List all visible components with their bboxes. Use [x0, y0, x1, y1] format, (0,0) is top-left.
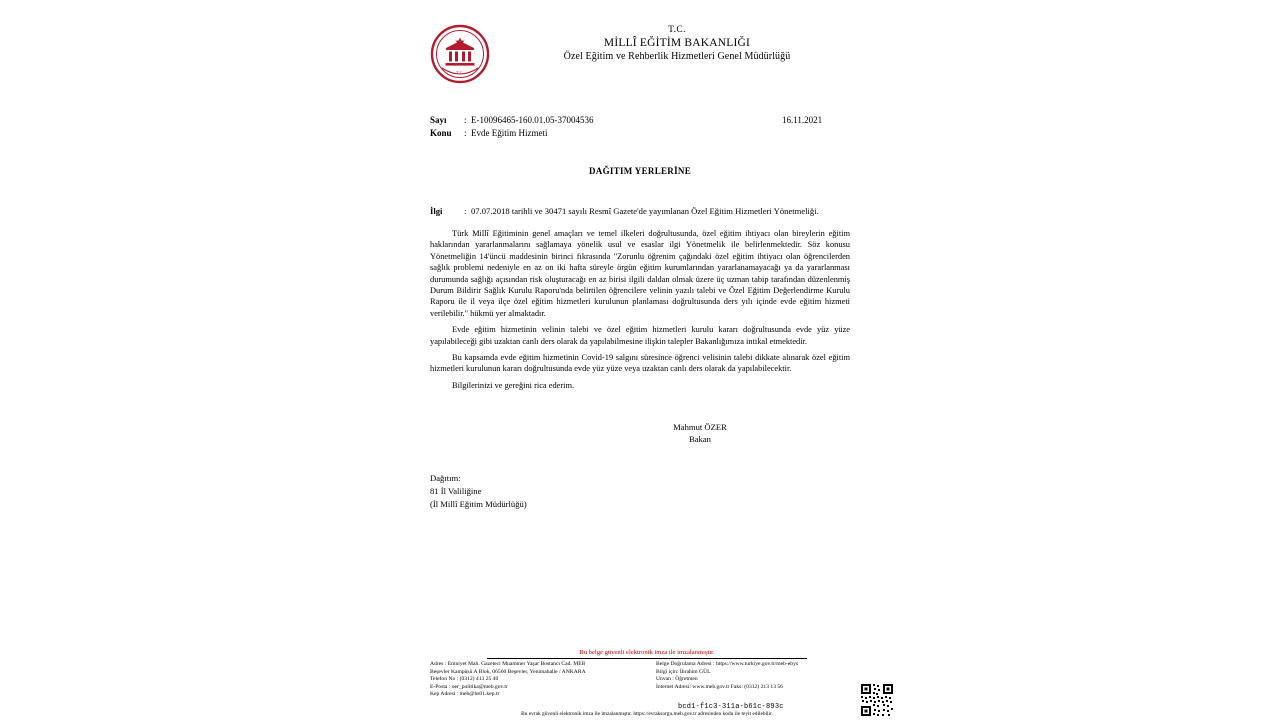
footer-hash-suffix: kodu ile teyit edilebilir.	[722, 711, 773, 717]
header-line-ministry: MİLLÎ EĞİTİM BAKANLIĞI	[603, 37, 751, 49]
ministry-header-text	[502, 24, 852, 63]
footer-verification-column	[656, 661, 841, 691]
document-page	[416, 0, 864, 720]
meta-row-konu	[430, 127, 850, 140]
body-paragraph-1: Türk Millî Eğitiminin genel amaçları ve temel ilkeleri doğrultusunda, özel eğitim ihtiyacı olan bireylerin eğitim haklarından yararlanmalarını sağlamaya yönelik usul ve esaslar ilgi Yönetmelik ile belirlenmektedir. Söz konusu Yönetmeliğin 14'üncü maddesinin birinci fıkrasında "Zorunlu öğrenim çağındaki özel eğitim ihtiyacı olan öğrencilerden sağlık problemi nedeniyle en az on iki hafta süreyle örgün eğitim kurumlarından yararlanamayacağı ya da yararlanması durumunda sağlığı açısından risk oluşturacağı en az birisi ilgili daldan olmak üzere üç uzman tabip tarafından düzenlenmiş Durum Bildirir Sağlık Kurulu Raporu'nda belirtilen öğrencilere velinin yazılı talebi ve Özel Eğitim Değerlendirme Kurulu Raporu ile il veya ilçe özel eğitim hizmetleri kurulunun planlaması doğrultusunda ders yılı içinde evde eğitim hizmeti verilebilir." hükmü yer almaktadır.	[430, 229, 850, 318]
distribution-item-1: 81 İl Valiliğine	[430, 486, 482, 496]
document-header	[416, 0, 864, 92]
footer-contact-column	[430, 661, 645, 699]
sayi-separator: :	[464, 115, 467, 125]
signatory-name: Mahmut ÖZER	[673, 422, 727, 432]
distribution-list	[430, 472, 527, 511]
electronic-signature-note: Bu belge güvenli elektronik imza ile imzalanmıştır.	[579, 649, 715, 656]
document-verification-code: bcd1-f1c3-311a-b61c-893c	[678, 703, 784, 711]
distribution-title: DAĞITIM YERLERİNE	[588, 166, 692, 176]
footer-verification-address: Belge Doğrulama Adresi : https://www.turkiye.gov.tr/meb-ebys	[656, 661, 799, 667]
meta-row-sayi	[430, 114, 850, 127]
footer-address-line-2: Beşevler Kampüsü A Blok, 06560 Beşevler, Yenimahalle / ANKARA	[430, 668, 586, 675]
konu-value: Evde Eğitim Hizmeti	[471, 128, 548, 138]
body-paragraph-2: Evde eğitim hizmetinin velinin talebi ve özel eğitim hizmetleri kurulu kararı doğrultusunda evde yüz yüze yapılabileceği gibi uzaktan canlı ders olarak da yapılabilmesine ilişkin talepler Bakanlığımıza intikal etmektedir.	[430, 325, 850, 346]
signature-block	[416, 421, 864, 445]
body-paragraph-3: Bu kapsamda evde eğitim hizmetinin Covid-19 salgını süresince öğrenci velisinin talebi dikkate alınarak özel eğitim hizmetleri kurulunun kararı doğrultusunda evde yüz yüze veya uzaktan canlı ders olarak da yapılabilecektir.	[430, 353, 850, 374]
footer-web-and-fax: İnternet Adresi: www.meb.gov.tr Faks: (0312) 213 13 56	[656, 683, 783, 690]
footer-address-line-1: Adres : Emniyet Mah. Gazeteci Muammer Yaşar Bostancı Cad. MEB	[430, 661, 586, 667]
ilgi-label: İlgi	[430, 206, 443, 216]
footer-bottom-text: Bu evrak güvenli elektronik imza ile imzalanmıştır. https://evraksorgu.meb.gov.tr adresinden	[521, 711, 722, 717]
footer-bottom-note	[430, 710, 864, 718]
sayi-value: E-10096465-160.01.05-37004536	[471, 115, 594, 125]
document-date: 16.11.2021	[782, 115, 823, 125]
konu-label: Konu	[430, 128, 452, 138]
body-paragraph-4: Bilgilerinizi ve gereğini rica ederim.	[452, 380, 575, 390]
konu-separator: :	[464, 128, 467, 138]
sayi-label: Sayı	[430, 115, 447, 125]
footer-contact-title: Unvan : Öğretmen	[656, 676, 698, 683]
footer-email: E-Posta : oer_politika@meb.gov.tr	[430, 683, 508, 690]
qr-code-icon	[860, 683, 894, 717]
footer-kep-address: Kep Adresi : meb@hs01.kep.tr	[430, 691, 500, 698]
footer-phone: Telefon No : (0312) 413 25 40	[430, 676, 499, 683]
header-line-directorate: Özel Eğitim ve Rehberlik Hizmetleri Genel Müdürlüğü	[563, 51, 791, 62]
ilgi-separator: :	[464, 206, 467, 216]
reference-line	[430, 205, 850, 217]
distribution-item-2: (İl Millî Eğitim Müdürlüğü)	[430, 499, 527, 509]
turkish-ministry-of-education-emblem-icon	[430, 24, 490, 84]
signatory-title: Bakan	[689, 434, 711, 444]
document-footer	[430, 648, 864, 717]
footer-contact-person: Bilgi için: İbrahim GÜL	[656, 668, 711, 675]
document-body	[430, 228, 850, 391]
header-line-tc: T.C.	[668, 25, 686, 35]
svg-text:T.C.: T.C.	[456, 70, 464, 75]
footer-divider	[487, 658, 807, 659]
distribution-label: Dağıtım:	[430, 473, 461, 483]
document-meta	[430, 114, 850, 140]
ilgi-text: 07.07.2018 tarihli ve 30471 sayılı Resmî Gazete'de yayımlanan Özel Eğitim Hizmetleri Yönetmeliği.	[471, 206, 819, 216]
